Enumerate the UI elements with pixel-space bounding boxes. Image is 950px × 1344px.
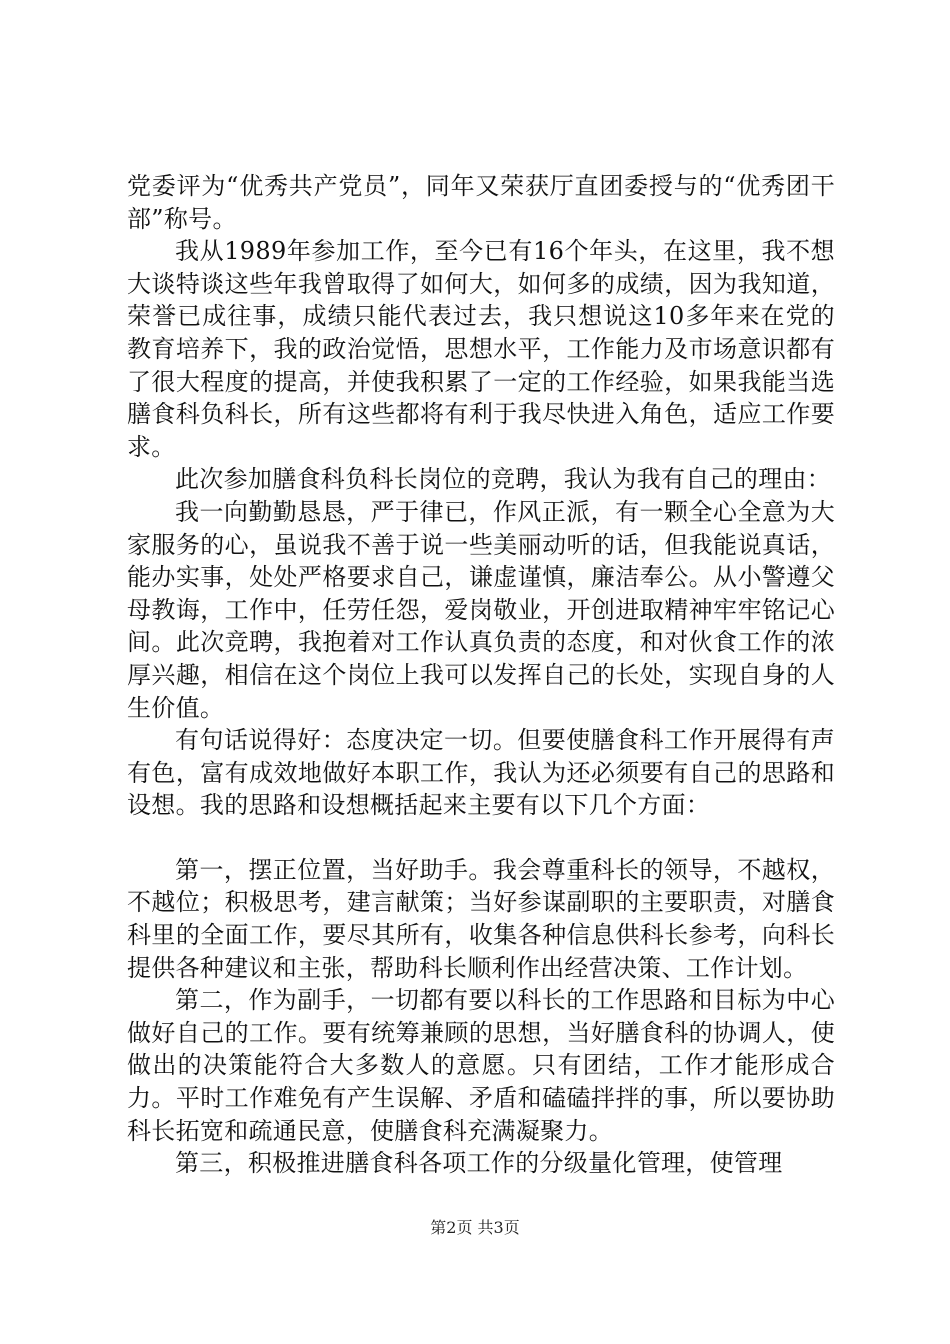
paragraph-ideas-intro: 有句话说得好：态度决定一切。但要使膳食科工作开展得有声有色，富有成效地做好本职工作，我认为还必须要有自己的思路和设想。我的思路和设想概括起来主要有以下几个方面： [127,726,835,820]
page-footer [0,1218,950,1238]
page-number-label: 第2页 共3页 [430,1218,520,1237]
paragraph-work-history: 我从1989年参加工作，至今已有16个年头，在这里，我不想大谈特谈这些年我曾取得了如何大，如何多的成绩，因为我知道，荣誉已成往事，成绩只能代表过去，我只想说这10多年来在党的教育培养下，我的政治觉悟，思想水平，工作能力及市场意识都有了很大程度的提高，并使我积累了一定的工作经验，如果我能当选膳食科负科长，所有这些都将有利于我尽快进入角色，适应工作要求。 [127,237,835,461]
document-body [127,170,835,1180]
paragraph-reasons-intro: 此次参加膳食科负科长岗位的竞聘，我认为我有自己的理由： [175,465,832,494]
paragraph-point-three: 第三，积极推进膳食科各项工作的分级量化管理，使管理 [175,1149,783,1178]
paragraph-continuation: 党委评为“优秀共产党员”，同年又荣获厅直团委授与的“优秀团干部”称号。 [127,172,835,233]
paragraph-point-two: 第二，作为副手，一切都有要以科长的工作思路和目标为中心做好自己的工作。要有统筹兼顾的思想，当好膳食科的协调人，使做出的决策能符合大多数人的意愿。只有团结，工作才能形成合力。平时工作难免有产生误解、矛盾和磕磕拌拌的事，所以要协助科长拓宽和疏通民意，使膳食科充满凝聚力。 [127,986,835,1145]
paragraph-personal-qualities: 我一向勤勤恳恳，严于律已，作风正派，有一颗全心全意为大家服务的心，虽说我不善于说一些美丽动听的话，但我能说真话，能办实事，处处严格要求自己，谦虚谨慎，廉洁奉公。从小警遵父母教诲，工作中，任劳任怨，爱岗敬业，开创进取精神牢牢铭记心间。此次竞聘，我抱着对工作认真负责的态度，和对伙食工作的浓厚兴趣，相信在这个岗位上我可以发挥自己的长处，实现自身的人生价值。 [127,497,835,722]
paragraph-point-one: 第一，摆正位置，当好助手。我会尊重科长的领导，不越权，不越位；积极思考，建言献策；当好参谋副职的主要职责，对膳食科里的全面工作，要尽其所有，收集各种信息供科长参考，向科长提供各种建议和主张，帮助科长顺利作出经营决策、工作计划。 [127,855,835,982]
